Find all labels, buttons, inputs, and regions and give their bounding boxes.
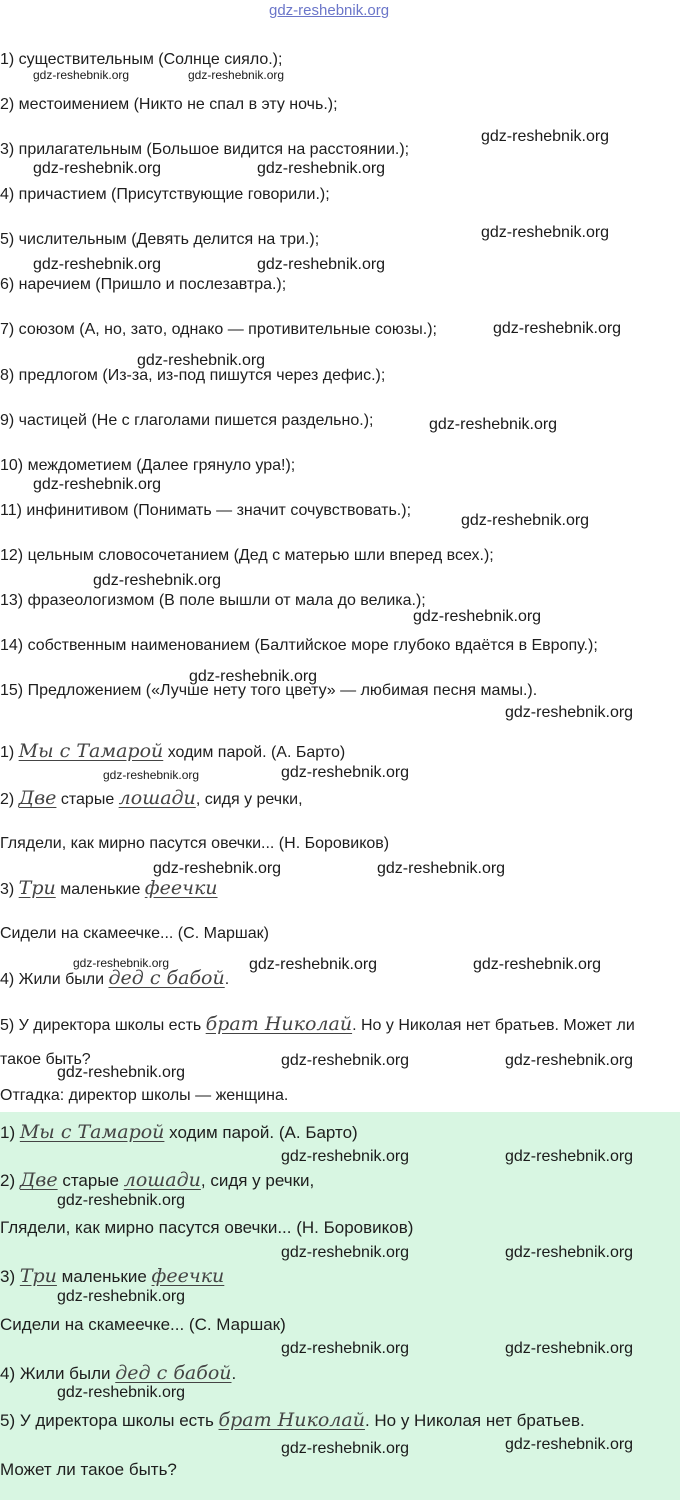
watermark-text: gdz-reshebnik.org bbox=[505, 704, 634, 721]
poem-3-line-2: Сидели на скамеечке... (С. Маршак) bbox=[0, 925, 269, 942]
list-item-13: 13) фразеологизмом (В поле вышли от мала до велика.); bbox=[0, 592, 426, 609]
poem-4: 4) Жили были дед с бабой. bbox=[0, 967, 230, 989]
poem-3-highlight-1: Три bbox=[18, 877, 56, 899]
poem-2: 2) Две старые лошади, сидя у речки, bbox=[0, 787, 303, 809]
watermark-text: gdz-reshebnik.org bbox=[137, 352, 266, 369]
watermark-text: gdz-reshebnik.org bbox=[473, 956, 602, 973]
poem-2-alt-line-2: Глядели, как мирно пасутся овечки... (Н. Боровиков) bbox=[0, 1218, 414, 1237]
poem-3-alt: 3) Три маленькие феечки bbox=[0, 1265, 225, 1287]
watermark-text: gdz-reshebnik.org bbox=[281, 1148, 410, 1165]
watermark-text: gdz-reshebnik.org bbox=[257, 160, 386, 177]
poem-5-alt-highlight: брат Николай bbox=[218, 1409, 365, 1431]
list-item-7: 7) союзом (А, но, зато, однако — противительные союзы.); bbox=[0, 321, 437, 338]
poem-5-alt: 5) У директора школы есть брат Николай. Но у Николая нет братьев. bbox=[0, 1409, 585, 1431]
watermark-text: gdz-reshebnik.org bbox=[413, 608, 542, 625]
watermark-text: gdz-reshebnik.org bbox=[33, 256, 162, 273]
poem-1-alt-highlight: Мы с Тамарой bbox=[19, 1121, 165, 1143]
riddle-answer: Отгадка: директор школы — женщина. bbox=[0, 1087, 289, 1104]
list-item-2: 2) местоимением (Никто не спал в эту ночь.); bbox=[0, 96, 338, 113]
poem-2-alt-highlight-2: лошади bbox=[123, 1169, 201, 1191]
watermark-text: gdz-reshebnik.org bbox=[281, 1052, 410, 1069]
watermark-text: gdz-reshebnik.org bbox=[281, 764, 410, 781]
poem-4-highlight: дед с бабой bbox=[108, 967, 225, 989]
watermark-text: gdz-reshebnik.org bbox=[281, 1340, 410, 1357]
watermark-text: gdz-reshebnik.org bbox=[57, 1384, 186, 1401]
poem-2-alt-highlight-1: Две bbox=[19, 1169, 58, 1191]
poem-4-alt: 4) Жили были дед с бабой. bbox=[0, 1362, 237, 1384]
watermark-text: gdz-reshebnik.org bbox=[189, 668, 318, 685]
watermark-text: gdz-reshebnik.org bbox=[73, 956, 170, 970]
list-item-14: 14) собственным наименованием (Балтийское море глубоко вдаётся в Европу.); bbox=[0, 637, 598, 654]
watermark-text: gdz-reshebnik.org bbox=[103, 768, 200, 782]
list-item-5: 5) числительным (Девять делится на три.); bbox=[0, 231, 320, 248]
watermark-text: gdz-reshebnik.org bbox=[153, 860, 282, 877]
watermark-text: gdz-reshebnik.org bbox=[505, 1436, 634, 1453]
watermark-text: gdz-reshebnik.org bbox=[377, 860, 506, 877]
watermark-text: gdz-reshebnik.org bbox=[429, 416, 558, 433]
poem-5-line-2: такое быть? bbox=[0, 1051, 91, 1068]
list-item-15: 15) Предложением («Лучше нету того цвету» — любимая песня мамы.). bbox=[0, 682, 538, 699]
watermark-text: gdz-reshebnik.org bbox=[33, 476, 162, 493]
watermark-text: gdz-reshebnik.org bbox=[57, 1192, 186, 1209]
poem-3-alt-line-2: Сидели на скамеечке... (С. Маршак) bbox=[0, 1315, 286, 1334]
watermark-text: gdz-reshebnik.org bbox=[493, 320, 622, 337]
list-item-3: 3) прилагательным (Большое видится на расстоянии.); bbox=[0, 141, 410, 158]
list-item-6: 6) наречием (Пришло и послезавтра.); bbox=[0, 276, 287, 293]
poem-2-highlight-2: лошади bbox=[118, 787, 196, 809]
list-item-4: 4) причастием (Присутствующие говорили.); bbox=[0, 186, 330, 203]
list-item-10: 10) междометием (Далее грянуло ура!); bbox=[0, 457, 296, 474]
watermark-text: gdz-reshebnik.org bbox=[93, 572, 222, 589]
watermark-text: gdz-reshebnik.org bbox=[257, 256, 386, 273]
watermark-text: gdz-reshebnik.org bbox=[33, 68, 130, 82]
list-item-11: 11) инфинитивом (Понимать — значит сочувствовать.); bbox=[0, 502, 412, 519]
list-item-8: 8) предлогом (Из-за, из-под пишутся через дефис.); bbox=[0, 367, 386, 384]
watermark-text: gdz-reshebnik.org bbox=[57, 1064, 186, 1081]
list-item-12: 12) цельным словосочетанием (Дед с матерью шли вперед всех.); bbox=[0, 547, 494, 564]
watermark-text: gdz-reshebnik.org bbox=[33, 160, 162, 177]
poem-3-alt-highlight-1: Три bbox=[19, 1265, 57, 1287]
watermark-text: gdz-reshebnik.org bbox=[188, 68, 285, 82]
poem-2-alt: 2) Две старые лошади, сидя у речки, bbox=[0, 1169, 315, 1191]
poem-1-alt: 1) Мы с Тамарой ходим парой. (А. Барто) bbox=[0, 1121, 358, 1143]
poem-3-alt-highlight-2: феечки bbox=[151, 1265, 225, 1287]
poem-1: 1) Мы с Тамарой ходим парой. (А. Барто) bbox=[0, 740, 346, 762]
poem-4-alt-highlight: дед с бабой bbox=[115, 1362, 232, 1384]
watermark-text: gdz-reshebnik.org bbox=[505, 1244, 634, 1261]
list-item-1: 1) существительным (Солнце сияло.); bbox=[0, 51, 283, 68]
poem-5-alt-line-2: Может ли такое быть? bbox=[0, 1460, 177, 1479]
site-header-link[interactable]: gdz-reshebnik.org bbox=[269, 2, 390, 19]
watermark-text: gdz-reshebnik.org bbox=[505, 1052, 634, 1069]
watermark-text: gdz-reshebnik.org bbox=[281, 1440, 410, 1457]
watermark-text: gdz-reshebnik.org bbox=[505, 1148, 634, 1165]
poem-2-line-2: Глядели, как мирно пасутся овечки... (Н. Боровиков) bbox=[0, 835, 390, 852]
poem-5-highlight: брат Николай bbox=[205, 1013, 353, 1035]
watermark-text: gdz-reshebnik.org bbox=[461, 512, 590, 529]
watermark-text: gdz-reshebnik.org bbox=[249, 956, 378, 973]
watermark-text: gdz-reshebnik.org bbox=[57, 1288, 186, 1305]
watermark-text: gdz-reshebnik.org bbox=[481, 128, 610, 145]
watermark-text: gdz-reshebnik.org bbox=[281, 1244, 410, 1261]
list-item-9: 9) частицей (Не с глаголами пишется раздельно.); bbox=[0, 412, 374, 429]
poem-3-highlight-2: феечки bbox=[144, 877, 218, 899]
poem-3: 3) Три маленькие феечки bbox=[0, 877, 218, 899]
watermark-text: gdz-reshebnik.org bbox=[505, 1340, 634, 1357]
poem-2-highlight-1: Две bbox=[18, 787, 57, 809]
watermark-text: gdz-reshebnik.org bbox=[481, 224, 610, 241]
poem-1-highlight: Мы с Тамарой bbox=[18, 740, 164, 762]
poem-5: 5) У директора школы есть брат Николай. Но у Николая нет братьев. Может ли bbox=[0, 1013, 635, 1035]
